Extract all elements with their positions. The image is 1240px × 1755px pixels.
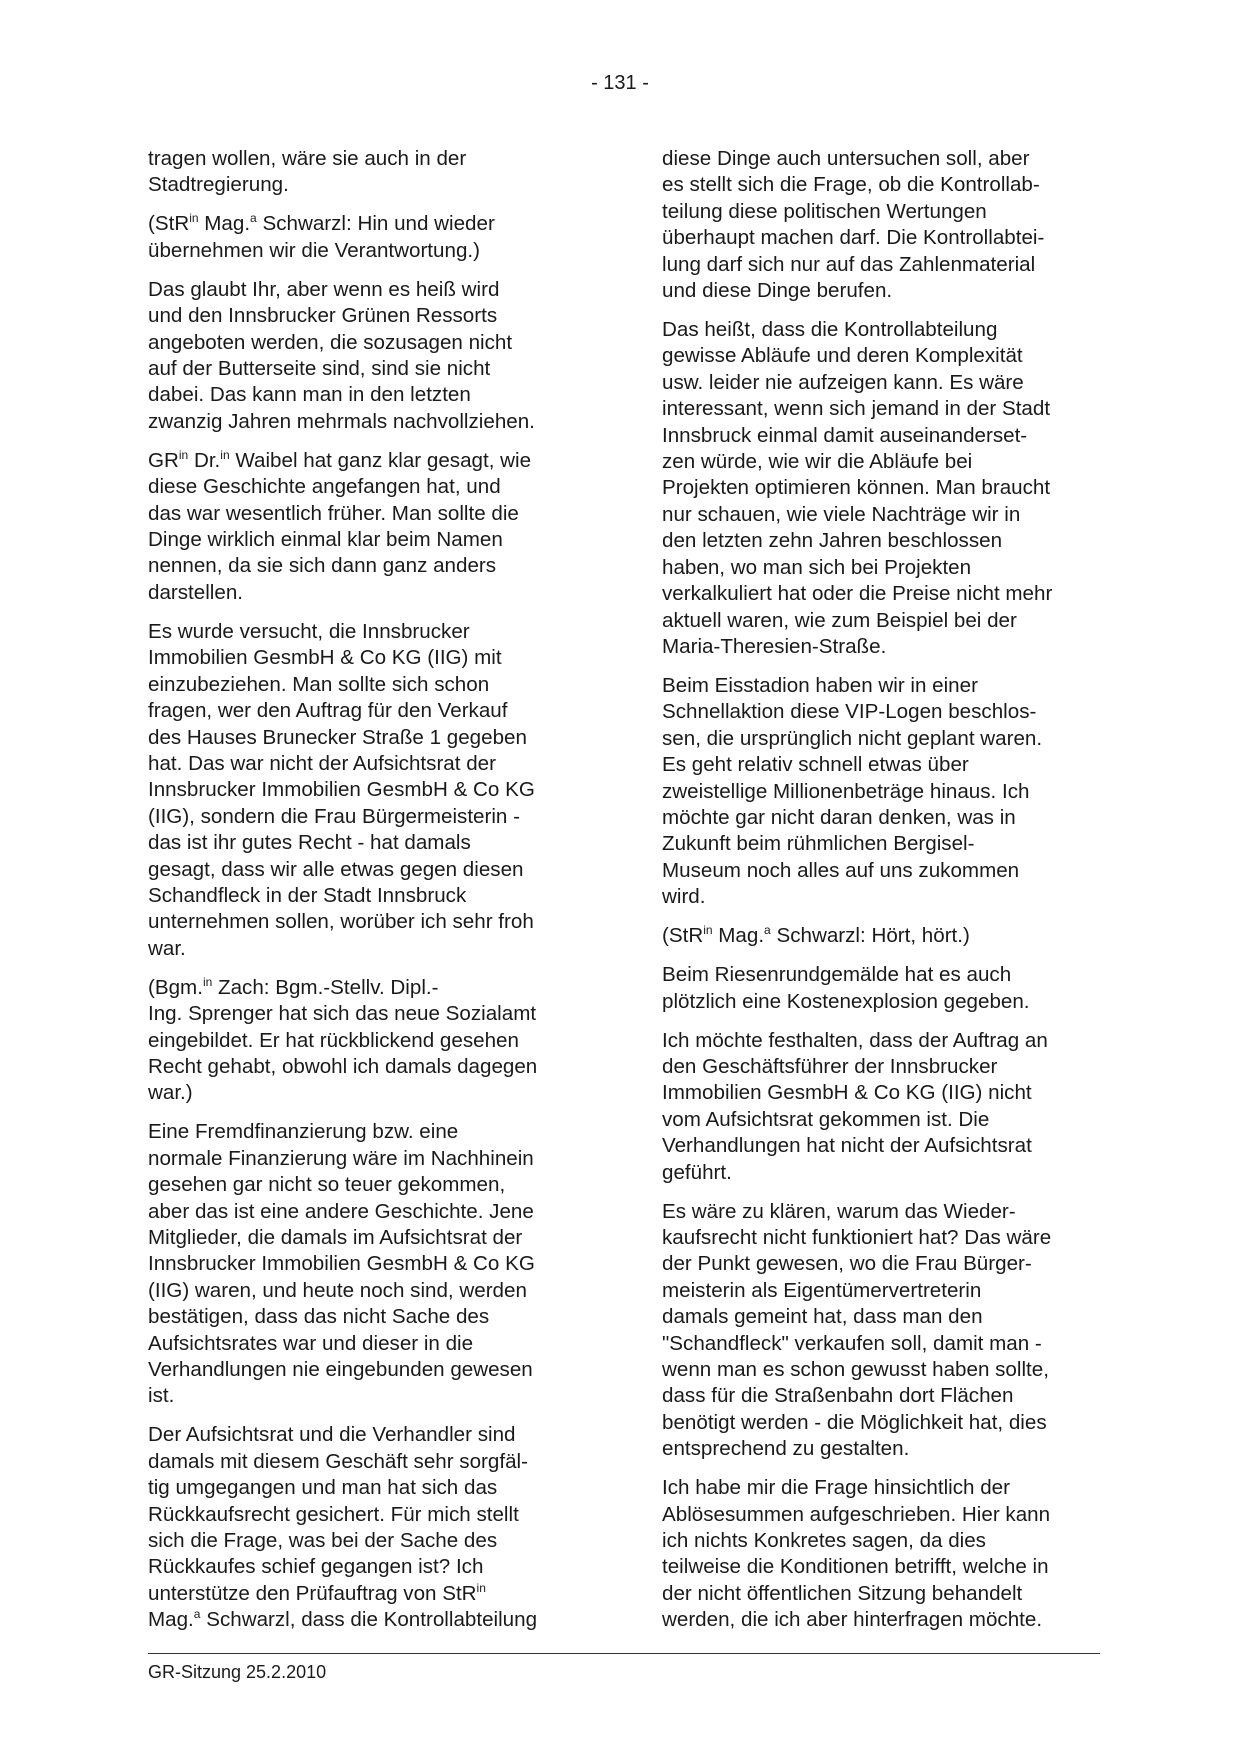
text-line: Der Aufsichtsrat und die Verhandler sind: [148, 1423, 516, 1447]
text-line: werden, die ich aber hinterfragen möchte.: [662, 1608, 1043, 1632]
text-line: Rückkaufes schief gegangen ist? Ich: [148, 1555, 484, 1579]
text-line: Innsbruck einmal damit auseinanderset-: [662, 423, 1028, 447]
superscript: in: [202, 974, 213, 989]
text-line: sich die Frage, was bei der Sache des: [148, 1529, 498, 1553]
text-line: Eine Fremdfinanzierung bzw. eine: [148, 1120, 459, 1144]
paragraph: [662, 962, 1100, 1015]
text-line: unterstütze den Prüfauftrag von StR$^{in}$: [148, 1580, 486, 1605]
text-line: plötzlich eine Kostenexplosion gegeben.: [662, 989, 1030, 1013]
text-line: fragen, wer den Auftrag für den Verkauf: [148, 699, 508, 723]
text-line: kaufsrecht nicht funktioniert hat? Das wäre: [662, 1226, 1052, 1249]
text-line: Beim Eisstadion haben wir in einer: [662, 673, 978, 697]
text-line: (StR$^{in}$ Mag.$^a$ Schwarzl: Hört, hört.): [662, 923, 970, 948]
text-line: den letzten zehn Jahren beschlossen: [662, 529, 1003, 553]
text-line: Projekten optimieren können. Man braucht: [662, 476, 1051, 500]
interjection: [148, 975, 588, 1107]
text-line: Museum noch alles auf uns zukommen: [662, 858, 1020, 882]
text-line: "Schandfleck" verkaufen soll, damit man -: [662, 1331, 1042, 1355]
text-line: Schandfleck in der Stadt Innsbruck: [148, 883, 467, 907]
text-line: aktuell waren, wie zum Beispiel bei der: [662, 608, 1017, 632]
text-line: Rückkaufsrecht gesichert. Für mich stellt: [148, 1502, 519, 1526]
text-line: wenn man es schon gewusst haben sollte,: [662, 1358, 1049, 1382]
text-line: gesagt, dass wir alle etwas gegen diesen: [148, 857, 524, 881]
text-line: zen würde, wie wir die Abläufe bei: [662, 450, 973, 474]
text-line: Immobilien GesmbH & Co KG (IIG) mit: [148, 646, 502, 670]
text-line: des Hauses Brunecker Straße 1 gegeben: [148, 725, 527, 749]
text-line: Ablösesummen aufgeschrieben. Hier kann: [662, 1502, 1051, 1526]
superscript: a: [764, 923, 771, 938]
text-line: Mitglieder, die damals im Aufsichtsrat der: [148, 1226, 523, 1249]
text-line: entsprechend zu gestalten.: [662, 1437, 910, 1461]
text-line: und diese Dinge berufen.: [662, 279, 893, 303]
text-line: bestätigen, dass das nicht Sache des: [148, 1305, 490, 1329]
text-line: damals mit diesem Geschäft sehr sorgfäl-: [148, 1449, 528, 1473]
text-line: ist.: [148, 1384, 175, 1408]
text-line: dass für die Straßenbahn dort Flächen: [662, 1384, 1014, 1408]
superscript: a: [250, 211, 257, 226]
text-line: Verhandlungen nie eingebunden gewesen: [148, 1358, 533, 1382]
text-line: Recht gehabt, obwohl ich damals dagegen: [148, 1054, 538, 1078]
text-line: eingebildet. Er hat rückblickend gesehen: [148, 1028, 519, 1052]
text-line: darstellen.: [148, 580, 244, 604]
text-line: Das heißt, dass die Kontrollabteilung: [662, 318, 998, 342]
text-line: tragen wollen, wäre sie auch in der: [148, 147, 467, 170]
text-line: Es wäre zu klären, warum das Wieder-: [662, 1199, 1016, 1223]
paragraph: [148, 277, 588, 435]
text-line: es stellt sich die Frage, ob die Kontrollab-: [662, 173, 1040, 197]
superscript: in: [220, 447, 230, 462]
text-line: möchte gar nicht daran denken, was in: [662, 805, 1016, 829]
text-line: Zukunft beim rühmlichen Bergisel-: [662, 832, 975, 856]
text-line: Ing. Sprenger hat sich das neue Sozialamt: [148, 1002, 537, 1026]
text-line: dabei. Das kann man in den letzten: [148, 383, 471, 407]
text-line: (StR$^{in}$ Mag.$^a$ Schwarzl: Hin und wieder: [148, 211, 495, 236]
text-line: Schnellaktion diese VIP-Logen beschlos-: [662, 700, 1037, 724]
text-line: hat. Das war nicht der Aufsichtsrat der: [148, 751, 496, 775]
text-line: Dinge wirklich einmal klar beim Namen: [148, 528, 503, 552]
superscript: in: [703, 923, 713, 938]
text-line: Innsbrucker Immobilien GesmbH & Co KG: [148, 1252, 535, 1276]
paragraph: [148, 146, 588, 199]
text-line: tig umgegangen und man hat sich das: [148, 1476, 498, 1500]
text-line: übernehmen wir die Verantwortung.): [148, 238, 480, 262]
text-line: zwanzig Jahren mehrmals nachvollziehen.: [148, 409, 535, 433]
text-line: benötigt werden - die Möglichkeit hat, dies: [662, 1410, 1047, 1434]
text-line: der nicht öffentlichen Sitzung behandelt: [662, 1581, 1023, 1605]
text-line: $GR^{in}$ Dr.$^{in}$ Waibel hat ganz klar gesagt, wie: [148, 447, 532, 472]
paragraph: [148, 619, 588, 962]
text-line: Das glaubt Ihr, aber wenn es heiß wird: [148, 277, 500, 301]
footer-text: GR-Sitzung 25.2.2010: [148, 1662, 327, 1682]
paragraph: [662, 1028, 1100, 1186]
text-line: Innsbrucker Immobilien GesmbH & Co KG: [148, 778, 535, 802]
text-line: Beim Riesenrundgemälde hat es auch: [662, 963, 1012, 987]
text-line: diese Dinge auch untersuchen soll, aber: [662, 147, 1030, 170]
text-line: Es geht relativ schnell etwas über: [662, 753, 969, 777]
text-line: geführt.: [662, 1160, 732, 1184]
text-line: verkalkuliert hat oder die Preise nicht mehr: [662, 582, 1053, 606]
text-line: und den Innsbrucker Grünen Ressorts: [148, 304, 498, 328]
text-line: war.: [148, 936, 186, 960]
text-line: das ist ihr gutes Recht - hat damals: [148, 831, 471, 855]
text-line: (IIG) waren, und heute noch sind, werden: [148, 1278, 527, 1302]
text-line: lung darf sich nur auf das Zahlenmaterial: [662, 252, 1036, 276]
text-line: den Geschäftsführer der Innsbrucker: [662, 1054, 998, 1078]
text-line: damals gemeint hat, dass man den: [662, 1305, 983, 1329]
text-line: teilweise die Konditionen betrifft, welche in: [662, 1555, 1049, 1579]
text-line: das war wesentlich früher. Man sollte die: [148, 501, 519, 525]
text-line: ich nichts Konkretes sagen, da dies: [662, 1529, 986, 1553]
text-line: unternehmen sollen, worüber ich sehr froh: [148, 910, 534, 934]
paragraph: [148, 448, 588, 606]
text-line: zweistellige Millionenbeträge hinaus. Ich: [662, 779, 1030, 803]
text-line: sen, die ursprünglich nicht geplant waren.: [662, 726, 1043, 750]
text-line: Ich habe mir die Frage hinsichtlich der: [662, 1476, 1010, 1500]
text-line: Es wurde versucht, die Innsbrucker: [148, 619, 470, 643]
paragraph: [662, 146, 1100, 304]
text-line: nennen, da sie sich dann ganz anders: [148, 554, 497, 578]
paragraph: [148, 1119, 588, 1409]
text-line: Stadtregierung.: [148, 173, 289, 197]
interjection: [148, 211, 588, 264]
text-line: vom Aufsichtsrat gekommen ist. Die: [662, 1107, 990, 1131]
text-line: einzubeziehen. Man sollte sich schon: [148, 672, 490, 696]
superscript: in: [476, 1580, 486, 1595]
paragraph: [662, 1199, 1100, 1463]
text-line: meisterin als Eigentümervertreterin: [662, 1278, 982, 1302]
text-line: auf der Butterseite sind, sind sie nicht: [148, 357, 491, 381]
left-column: [148, 146, 588, 1646]
text-line: Aufsichtsrates war und dieser in die: [148, 1331, 474, 1355]
text-line: angeboten werden, die sozusagen nicht: [148, 330, 513, 354]
superscript: a: [193, 1607, 201, 1622]
text-line: nur schauen, wie viele Nachträge wir in: [662, 502, 1021, 526]
text-line: überhaupt machen darf. Die Kontrollabtei-: [662, 226, 1045, 250]
text-line: war.): [148, 1081, 193, 1105]
text-line: Verhandlungen hat nicht der Aufsichtsrat: [662, 1134, 1032, 1158]
text-line: gewisse Abläufe und deren Komplexität: [662, 344, 1023, 368]
text-line: der Punkt gewesen, wo die Frau Bürger-: [662, 1252, 1032, 1276]
page-number: - 131 -: [591, 72, 649, 94]
paragraph: [662, 673, 1100, 911]
text-line: Mag.$^a$ Schwarzl, dass die Kontrollabteilung: [148, 1607, 538, 1632]
superscript: in: [189, 211, 199, 226]
superscript: in: [178, 447, 189, 462]
text-line: gesehen gar nicht so teuer gekommen,: [148, 1173, 506, 1197]
text-line: (Bgm.$^{in}$ Zach: Bgm.-Stellv. Dipl.-: [148, 974, 439, 999]
text-line: wird.: [662, 885, 706, 909]
text-line: diese Geschichte angefangen hat, und: [148, 475, 501, 499]
footer-divider: [148, 1653, 1100, 1654]
text-line: Ich möchte festhalten, dass der Auftrag an: [662, 1028, 1048, 1052]
interjection: [662, 923, 1100, 949]
text-line: interessant, wenn sich jemand in der Stadt: [662, 397, 1051, 421]
text-line: Immobilien GesmbH & Co KG (IIG) nicht: [662, 1081, 1032, 1105]
text-line: usw. leider nie aufzeigen kann. Es wäre: [662, 370, 1024, 394]
text-line: Maria-Theresien-Straße.: [662, 634, 887, 658]
text-line: normale Finanzierung wäre im Nachhinein: [148, 1146, 534, 1170]
paragraph: [662, 1475, 1100, 1633]
text-line: aber das ist eine andere Geschichte. Jene: [148, 1199, 534, 1223]
paragraph: [662, 317, 1100, 660]
text-line: teilung diese politischen Wertungen: [662, 199, 987, 223]
text-line: (IIG), sondern die Frau Bürgermeisterin -: [148, 804, 520, 828]
text-line: haben, wo man sich bei Projekten: [662, 555, 972, 579]
right-column: [662, 146, 1100, 1646]
paragraph: [148, 1422, 588, 1633]
